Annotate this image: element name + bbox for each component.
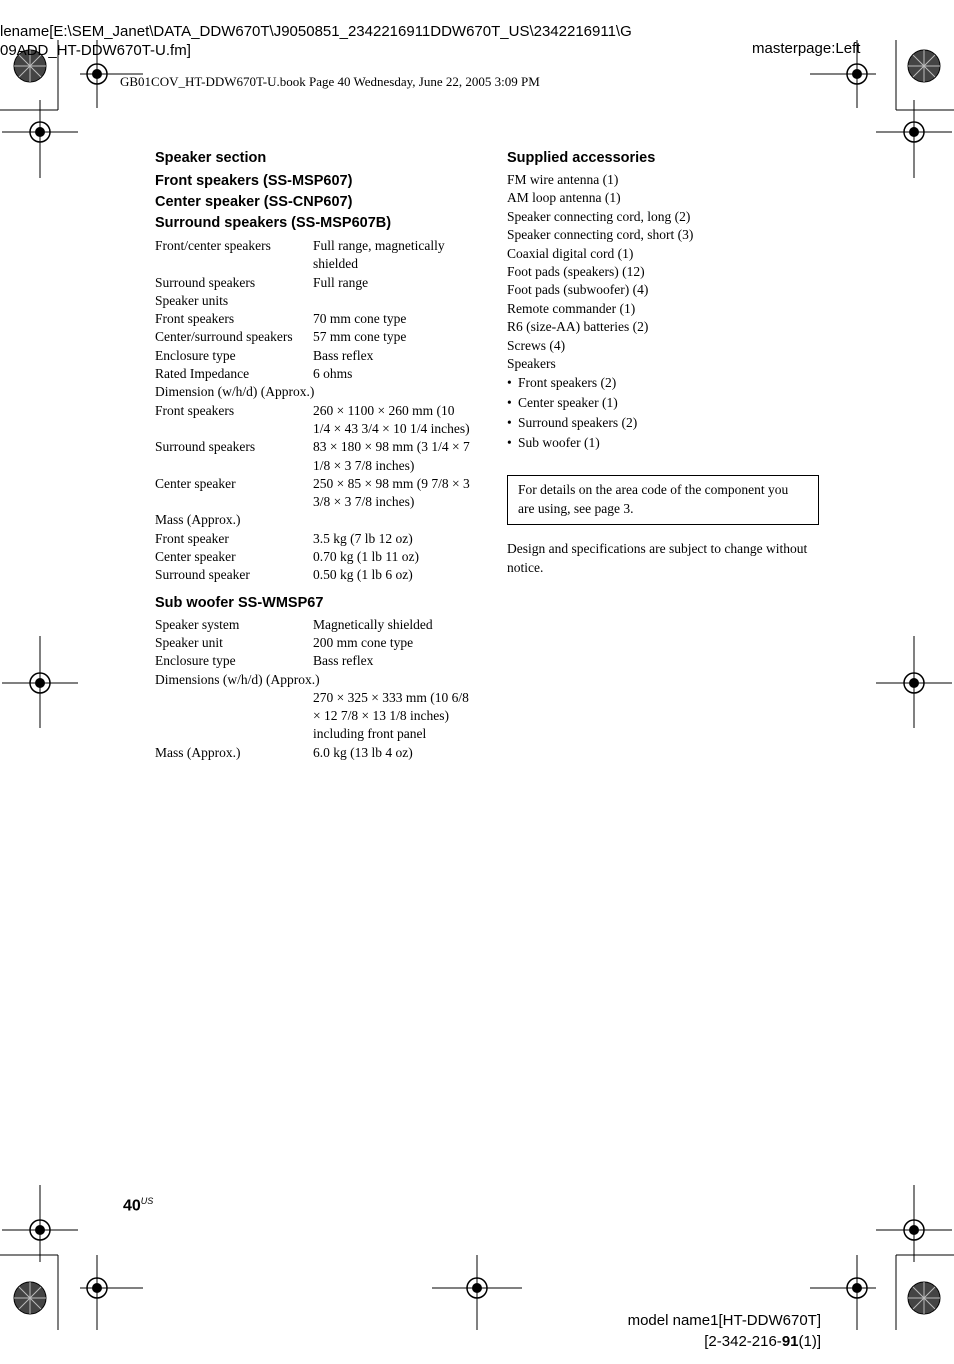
spec-value: [320, 671, 475, 689]
spec-value: 6.0 kg (13 lb 4 oz): [313, 744, 413, 760]
area-code-note: For details on the area code of the component you are using, see page 3.: [507, 475, 819, 525]
speaker-section-heading: Speaker section: [155, 150, 267, 166]
masterpage-label: masterpage:Left: [752, 40, 861, 57]
spec-row: [155, 652, 475, 670]
spec-value: 200 mm cone type: [313, 634, 414, 650]
accessory-item: AM loop antenna (1): [507, 190, 621, 206]
spec-value: 6 ohms: [313, 366, 353, 382]
spec-label: Dimensions (w/h/d) (Approx.): [155, 671, 320, 687]
spec-row: [155, 475, 475, 512]
spec-value: Full range, magnetically shielded: [313, 238, 445, 272]
subhead-surround: Surround speakers (SS-MSP607B): [155, 215, 392, 231]
bullet-text: Surround speakers (2): [518, 415, 638, 431]
model-code-suffix: (1)]: [798, 1333, 821, 1350]
bullet-text: Center speaker (1): [518, 395, 618, 411]
spec-label: Front speakers: [155, 402, 235, 418]
spec-row: [155, 402, 475, 439]
spec-label: Mass (Approx.): [155, 512, 241, 528]
page-number-suffix: US: [140, 1196, 154, 1206]
spec-row: [155, 365, 475, 383]
model-code-bold: 91: [781, 1333, 799, 1350]
spec-value: 270 × 325 × 333 mm (10 6/8 × 12 7/8 × 13 1/8 inches) including front panel: [313, 689, 469, 742]
spec-label: Center/surround speakers: [155, 329, 293, 345]
spec-label: Enclosure type: [155, 347, 236, 363]
spec-row: [155, 328, 475, 346]
bullet-icon: •: [507, 415, 512, 431]
accessories-column: [507, 148, 827, 577]
spec-value: 83 × 180 × 98 mm (3 1/4 × 7 1/8 × 3 7/8 inches): [313, 439, 470, 473]
spec-row: [155, 511, 475, 529]
accessory-item: Coaxial digital cord (1): [507, 245, 634, 261]
specs-column: [155, 148, 475, 762]
subhead-front: Front speakers (SS-MSP607): [155, 173, 353, 189]
accessory-item: Screws (4): [507, 337, 566, 353]
page-number-value: 40: [123, 1197, 141, 1215]
bullet-text: Front speakers (2): [518, 375, 617, 391]
spec-row: [155, 383, 475, 401]
speaker-bullet-item: [507, 433, 827, 453]
spec-row: [155, 347, 475, 365]
spec-value: 57 mm cone type: [313, 329, 407, 345]
spec-value: Full range: [313, 274, 369, 290]
spec-row: [155, 310, 475, 328]
disclaimer: Design and specifications are subject to change without notice.: [507, 541, 808, 575]
spec-value: 0.50 kg (1 lb 6 oz): [313, 567, 413, 583]
spec-row: [155, 274, 475, 292]
book-info: GB01COV_HT-DDW670T-U.book Page 40 Wednesday, June 22, 2005 3:09 PM: [120, 74, 540, 89]
spec-label: Mass (Approx.): [155, 744, 241, 760]
spec-label: Surround speakers: [155, 439, 256, 455]
spec-label: Rated Impedance: [155, 366, 250, 382]
filename-line-1: lename[E:\SEM_Janet\DATA_DDW670T\J9050851_2342216911DDW670T_US\2342216911\G: [0, 23, 632, 40]
speaker-spec-table: [155, 237, 475, 585]
spec-label: Center speaker: [155, 549, 236, 565]
filename-line-2: 09ADD_HT-DDW670T-U.fm]: [0, 42, 191, 59]
spec-label: Surround speakers: [155, 274, 256, 290]
spec-value: [241, 511, 476, 529]
spec-row: [155, 438, 475, 475]
spec-row: [155, 744, 475, 762]
accessory-item: Foot pads (subwoofer) (4): [507, 282, 649, 298]
bullet-text: Sub woofer (1): [518, 435, 600, 451]
accessory-item: FM wire antenna (1): [507, 172, 619, 187]
spec-label: [155, 689, 313, 744]
bullet-icon: •: [507, 435, 512, 451]
model-line-1: model name1[HT-DDW670T]: [627, 1312, 821, 1329]
subhead-center: Center speaker (SS-CNP607): [155, 194, 353, 210]
spec-row: [155, 237, 475, 274]
spec-row: [155, 671, 475, 689]
spec-label: Center speaker: [155, 475, 236, 491]
spec-label: Speaker system: [155, 616, 240, 632]
model-line-2: [628, 1331, 821, 1352]
model-footer: [628, 1310, 821, 1352]
spec-row: [155, 634, 475, 652]
bullet-icon: •: [507, 395, 512, 411]
spec-value: Bass reflex: [313, 347, 374, 363]
speakers-bullet-list: [507, 373, 827, 453]
spec-value: [314, 383, 475, 401]
spec-row: [155, 292, 475, 310]
subwoofer-spec-table: [155, 616, 475, 762]
spec-label: Front speaker: [155, 530, 229, 546]
subwoofer-heading: Sub woofer SS-WMSP67: [155, 594, 324, 611]
spec-label: Front speakers: [155, 311, 235, 327]
spec-row: [155, 530, 475, 548]
filename-header: [0, 22, 632, 60]
spec-value: Magnetically shielded: [313, 616, 433, 632]
bullet-icon: •: [507, 375, 512, 391]
speaker-bullet-item: [507, 373, 827, 393]
accessories-list: [507, 171, 827, 373]
accessory-item: Speakers: [507, 356, 556, 372]
spec-value: 70 mm cone type: [313, 311, 407, 327]
accessory-item: R6 (size-AA) batteries (2): [507, 319, 649, 335]
spec-label: Speaker units: [155, 292, 229, 308]
accessory-item: Speaker connecting cord, long (2): [507, 208, 691, 224]
spec-label: Dimension (w/h/d) (Approx.): [155, 384, 315, 400]
spec-label: Speaker unit: [155, 634, 223, 650]
spec-value: 250 × 85 × 98 mm (9 7/8 × 3 3/8 × 3 7/8 inches): [313, 475, 470, 510]
accessory-item: Remote commander (1): [507, 300, 636, 316]
speaker-bullet-item: [507, 393, 827, 413]
page-number: [123, 1196, 153, 1215]
spec-value: 260 × 1100 × 260 mm (10 1/4 × 43 3/4 × 10 1/4 inches): [313, 402, 470, 436]
spec-row: [155, 548, 475, 566]
spec-label: Front/center speakers: [155, 238, 271, 253]
accessory-item: Speaker connecting cord, short (3): [507, 227, 694, 243]
model-code-prefix: [2-342-216-: [704, 1333, 782, 1350]
spec-value: Bass reflex: [313, 653, 374, 669]
spec-value: 3.5 kg (7 lb 12 oz): [313, 530, 413, 546]
spec-value: [228, 292, 475, 310]
accessories-heading: Supplied accessories: [507, 150, 656, 166]
spec-label: Surround speaker: [155, 567, 250, 583]
spec-row: [155, 566, 475, 584]
spec-row: [155, 689, 475, 744]
accessory-item: Foot pads (speakers) (12): [507, 264, 645, 280]
speaker-bullet-item: [507, 413, 827, 433]
spec-value: 0.70 kg (1 lb 11 oz): [313, 549, 419, 565]
spec-row: [155, 616, 475, 634]
spec-label: Enclosure type: [155, 653, 236, 669]
